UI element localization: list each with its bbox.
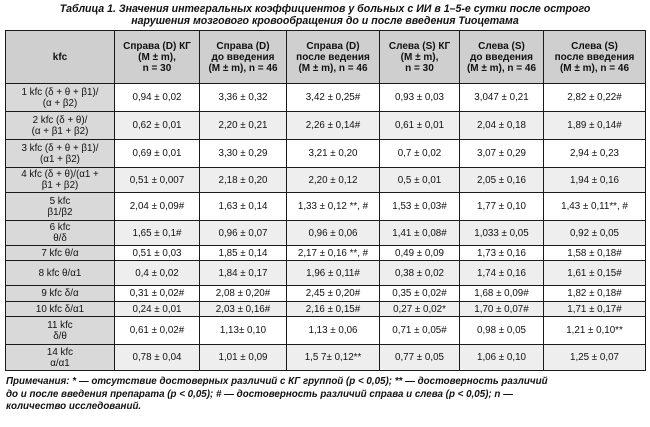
table-cell: 3,36 ± 0,32 [200,84,287,112]
table-cell: 1,65 ± 0,1# [115,221,200,246]
table-cell: 1,74 ± 0,16 [460,261,544,286]
table-cell: 2,04 ± 0,09# [115,193,200,221]
table-cell: 1,70 ± 0,07# [460,302,544,317]
table-row [6,302,646,317]
table-cell: 0,27 ± 0,02* [380,302,460,317]
table-row [6,345,646,371]
row-label-line: 3 kfc (δ + θ + β1)/ [21,142,99,154]
table-cell: 0,96 ± 0,06 [287,221,380,246]
table-cell: 0,61 ± 0,01 [380,112,460,140]
row-label-line: 8 kfc θ/α1 [38,267,82,279]
header-line: n = 30 [142,62,172,74]
table-cell: 0,31 ± 0,02# [115,286,200,302]
table-cell: 2,94 ± 0,23 [544,140,646,168]
row-label-line: β1 + β2) [41,180,79,191]
table-row [6,84,646,112]
table-cell: 0,92 ± 0,05 [544,221,646,246]
table-row [6,221,646,246]
table-row [6,168,646,193]
row-label [6,345,115,371]
table-cell: 1,73 ± 0,16 [460,246,544,261]
row-label-line: 4 kfc (δ + θ)/(α1 + [21,169,99,180]
table-cell: 0,61 ± 0,02# [115,317,200,345]
table-cell: 1,96 ± 0,11# [287,261,380,286]
row-label-line: 7 kfc θ/α [41,247,79,259]
table-cell: 2,26 ± 0,14# [287,112,380,140]
table-header [6,31,646,84]
header-line: (M ± m), n = 46 [559,62,630,74]
table-cell: 1,63 ± 0,14 [200,193,287,221]
header-line: (M ± m), [400,51,439,63]
note-line-3: количество исследований. [6,401,142,412]
table-row [6,140,646,168]
table-cell: 3,21 ± 0,20 [287,140,380,168]
table-cell: 2,08 ± 0,20# [200,286,287,302]
table-cell: 2,03 ± 0,16# [200,302,287,317]
table-cell: 0,38 ± 0,02 [380,261,460,286]
table-cell: 1,33 ± 0,12 **, # [287,193,380,221]
caption-line-1: Таблица 1. Значения интегральных коэффициентов у больных с ИИ в 1–5-е сутки после острого [59,3,591,15]
table-row [6,112,646,140]
row-label [6,221,115,246]
row-label [6,302,115,317]
table-cell: 0,78 ± 0,04 [115,345,200,371]
row-label-line: (α + β2) [42,97,78,109]
table-cell: 3,42 ± 0,25# [287,84,380,112]
header-line: до введения [211,51,275,63]
table-cell: 2,17 ± 0,16 **, # [287,246,380,261]
header-col-6 [544,31,646,84]
row-label-line: 14 kfc [46,346,74,358]
table-cell: 1,06 ± 0,10 [460,345,544,371]
table-cell: 3,047 ± 0,21 [460,84,544,112]
table-cell: 0,51 ± 0,007 [115,168,200,193]
row-label-line: 9 kfc δ/α [41,288,79,299]
row-label [6,317,115,345]
header-col-3 [287,31,380,84]
row-label-line: 5 kfc [49,195,71,207]
table-row [6,246,646,261]
table-row [6,317,646,345]
header-line: (M ± m), [138,51,176,63]
table-cell: 0,94 ± 0,02 [115,84,200,112]
table-cell: 0,71 ± 0,05# [380,317,460,345]
note-line-2: до и после введения препарата (p < 0,05); # — достоверность различий справа и слева (p < 0,05); n — [6,388,513,400]
header-line: (M ± m), n = 46 [466,62,537,74]
table-cell: 2,20 ± 0,21 [200,112,287,140]
table-cell: 1,5 7± 0,12** [287,345,380,371]
header-line: до введения [470,51,533,63]
row-label-line: δ/θ [53,330,67,342]
table-cell: 1,85 ± 0,14 [200,246,287,261]
caption-line-2: нарушения мозгового кровообращения до и после введения Тиоцетама [131,15,519,27]
table-cell: 1,94 ± 0,16 [544,168,646,193]
table-note [6,376,644,414]
table-cell: 1,21 ± 0,10** [544,317,646,345]
row-label [6,84,115,112]
table-cell: 0,69 ± 0,01 [115,140,200,168]
header-line: Слева (S) [478,40,525,52]
header-row [6,31,646,84]
table-cell: 1,82 ± 0,18# [544,286,646,302]
row-label-line: (α1 + β2) [40,153,80,165]
table-cell: 1,89 ± 0,14# [544,112,646,140]
table-cell: 2,82 ± 0,22# [544,84,646,112]
table-cell: 0,62 ± 0,01 [115,112,200,140]
table-cell: 2,45 ± 0,20# [287,286,380,302]
table-row [6,193,646,221]
note-line-1: Примечания: * — отсутствие достоверных различий с КГ группой (p < 0,05); ** — достоверность различий [6,376,548,387]
header-col-4 [380,31,460,84]
table-cell: 3,30 ± 0,29 [200,140,287,168]
header-line: после ведения [296,51,370,63]
table-cell: 1,01 ± 0,09 [200,345,287,371]
table-cell: 1,71 ± 0,17# [544,302,646,317]
row-label-line: β1/β2 [47,206,73,218]
row-label-line: α/α1 [50,357,70,369]
table-row [6,261,646,286]
table-cell: 1,033 ± 0,05 [460,221,544,246]
table-cell: 1,77 ± 0,10 [460,193,544,221]
table-cell: 1,53 ± 0,03# [380,193,460,221]
table-cell: 0,5 ± 0,01 [380,168,460,193]
header-col-1 [115,31,200,84]
table-cell: 0,77 ± 0,05 [380,345,460,371]
row-label-line: 10 kfc δ/α1 [35,303,85,315]
table-cell: 0,7 ± 0,02 [380,140,460,168]
row-label-line: (α + β1 + β2) [31,125,89,137]
header-line: n = 30 [405,62,434,74]
table-cell: 1,43 ± 0,11**, # [544,193,646,221]
table-cell: 1,61 ± 0,15# [544,261,646,286]
table-cell: 0,98 ± 0,05 [460,317,544,345]
row-label-line: 2 kfc (δ + θ)/ [32,114,88,126]
table-cell: 2,18 ± 0,20 [200,168,287,193]
row-label-line: θ/δ [53,233,67,244]
row-label [6,168,115,193]
table-cell: 1,13± 0,10 [200,317,287,345]
row-label [6,246,115,261]
table-cell: 1,13 ± 0,06 [287,317,380,345]
header-line: Справа (D) [216,40,270,52]
table-cell: 1,58 ± 0,18# [544,246,646,261]
table-cell: 2,04 ± 0,18 [460,112,544,140]
table-row [6,286,646,302]
table-cell: 0,49 ± 0,09 [380,246,460,261]
table-cell: 2,16 ± 0,15# [287,302,380,317]
header-col-2 [200,31,287,84]
row-label [6,261,115,286]
table-cell: 1,25 ± 0,07 [544,345,646,371]
table-cell: 3,07 ± 0,29 [460,140,544,168]
coefficients-table [5,30,646,371]
table-cell: 0,24 ± 0,01 [115,302,200,317]
table-cell: 0,51 ± 0,03 [115,246,200,261]
table-cell: 0,93 ± 0,03 [380,84,460,112]
row-label-line: 1 kfc (δ + θ + β1)/ [21,86,99,98]
table-cell: 1,41 ± 0,08# [380,221,460,246]
row-label [6,140,115,168]
header-line: kfc [52,51,68,63]
row-label [6,193,115,221]
header-line: (M ± m), n = 46 [208,62,278,74]
row-label-line: 6 kfc [49,222,71,233]
header-line: (M ± m), n = 46 [298,62,368,74]
header-line: Слева (S) КГ [388,40,451,52]
table-body [6,84,646,371]
table-cell: 0,4 ± 0,02 [115,261,200,286]
table-cell: 2,20 ± 0,12 [287,168,380,193]
table-cell: 1,84 ± 0,17 [200,261,287,286]
table-cell: 1,68 ± 0,09# [460,286,544,302]
table-cell: 0,35 ± 0,02# [380,286,460,302]
table-cell: 0,96 ± 0,07 [200,221,287,246]
header-line: после введения [554,51,635,63]
header-line: Слева (S) [571,40,618,52]
header-col-5 [460,31,544,84]
header-line: Справа (D) [306,40,360,52]
header-kfc [6,31,115,84]
row-label-line: 11 kfc [47,319,73,331]
row-label [6,286,115,302]
row-label [6,112,115,140]
table-cell: 2,05 ± 0,16 [460,168,544,193]
table-caption [0,3,650,27]
header-line: Справа (D) КГ [123,40,191,52]
